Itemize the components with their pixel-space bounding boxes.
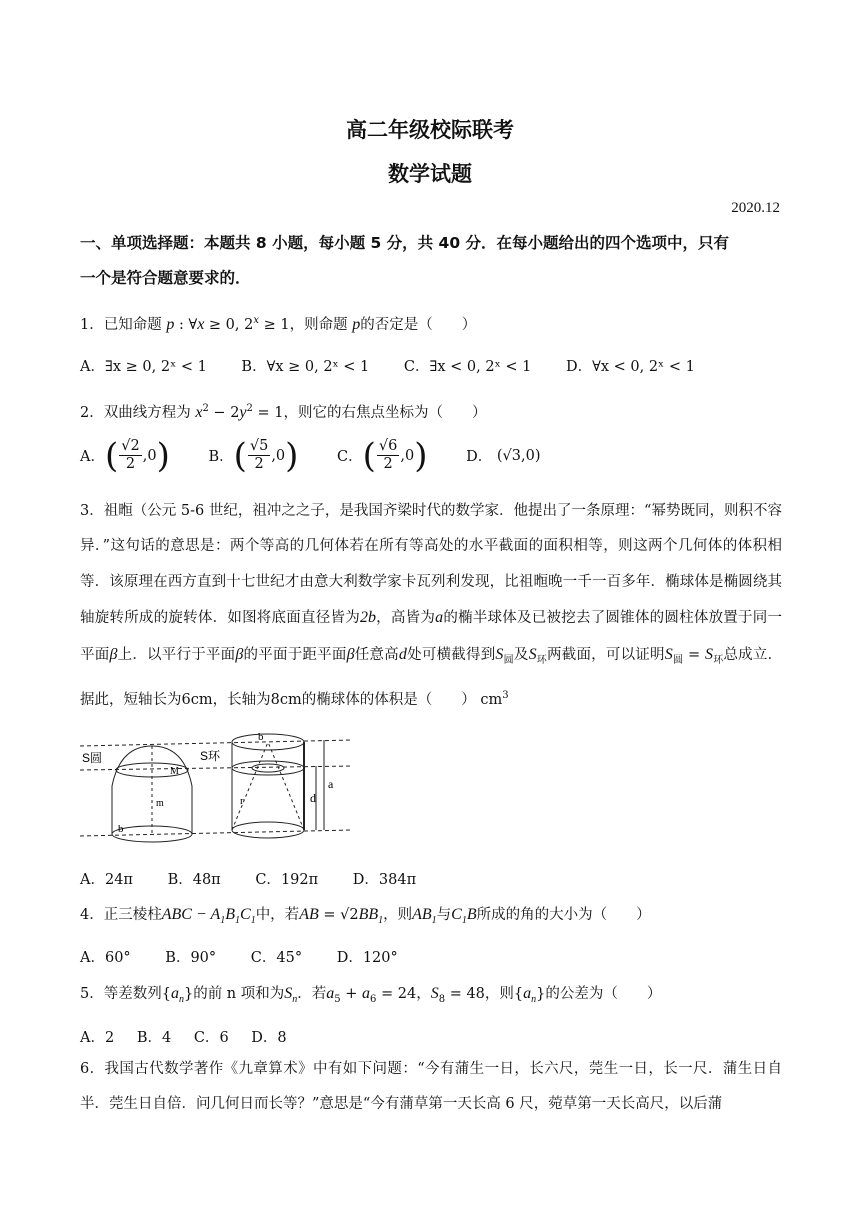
label-d: d (310, 791, 316, 805)
question-1-stem: 1．已知命题 p : ∀x ≥ 0, $2^x \ge 1$，则命题 p的否定是（ ） (80, 315, 477, 333)
label-s-round: S圆 (82, 751, 103, 765)
section-heading-line1: 一、单项选择题：本题共 8 小题，每小题 5 分，共 40 分．在每小题给出的四个选项中，只有 (80, 234, 730, 252)
option-a: A．60° (80, 950, 131, 966)
option-a: A．2 (80, 1030, 115, 1046)
question-2-options (80, 435, 574, 476)
option-d: D．384π (352, 872, 417, 888)
option-b: B．90° (165, 950, 217, 966)
option-c: C．∃x < 0, 2ˣ < 1 (403, 359, 532, 375)
option-c: C．6 (193, 1030, 229, 1046)
label-r: r (240, 795, 244, 807)
label-a: a (328, 777, 334, 791)
section-heading-line2: 一个是符合题意要求的． (80, 269, 251, 287)
question-6-stem: 6．我国古代数学著作《九章算术》中有如下问题：“今有蒲生一日，长六尺，莞生一日，长一尺．蒲生日自半．莞生日自倍．问几何日而长等？”意思是“今有蒲草第一天长高 6 尺，菀草第一天长高尺，以后蒲 (80, 1061, 782, 1113)
question-3-stem: 3．祖暅（公元 5-6 世纪，祖冲之之子，是我国齐梁时代的数学家．他提出了一条原理：“幂势既同，则积不容异．”这句话的意思是：两个等高的几何体若在所有等高处的水平截面的面积相等，则这两个几何体的体积相等．该原理在西方直到十七世纪才由意大利数学家卡瓦列利发现，比祖暅晚一千一百多年．椭球体是椭圆绕其轴旋转所成的旋转体．如图将底面直径皆为2b，高皆为a的椭半球体及已被挖去了圆锥体的圆柱体放置于同一平面β上．以平行于平面β的平面于距平面β任意高d处可横截得到$S_圆$及$S_环$两截面，可以证明$S_圆 = S_环$总成立．据此，短轴长为6cm，长轴为8cm的椭球体的体积是（ ） $cm^3$ (80, 503, 783, 708)
question-4-stem: 4．正三棱柱ABC − $A_1B_1C_1$中，若AB = $√2BB_1$，则$AB_1$与$C_1B$所成的角的大小为（ ） (80, 906, 651, 927)
label-s-ring: S环 (200, 749, 221, 763)
option-d: D．∀x < 0, 2ˣ < 1 (565, 359, 695, 375)
option-b: B． ( $\frac{√5}{2}$ ,0 ) (208, 435, 299, 476)
question-1-options (80, 355, 725, 376)
option-a: A．∃x ≥ 0, 2ˣ < 1 (80, 359, 207, 375)
question-3-options (80, 868, 446, 889)
option-b: B．48π (167, 872, 221, 888)
page-subtitle: 数学试题 (388, 162, 472, 186)
option-d: D． (√3,0) (466, 447, 541, 465)
question-5-options (80, 1026, 305, 1047)
option-d: D．120° (336, 950, 398, 966)
option-c: C．192π (255, 872, 319, 888)
section-heading (80, 226, 780, 296)
option-c: C．45° (250, 950, 303, 966)
option-a: A．24π (80, 872, 133, 888)
question-2-stem: 2．双曲线方程为 $x^2 - 2y^2 = 1$，则它的右焦点坐标为（ ） (80, 403, 487, 421)
option-b: B．4 (136, 1030, 172, 1046)
option-c: C． ( $\frac{√6}{2}$ ,0 ) (337, 435, 428, 476)
label-M: M (170, 766, 179, 777)
exam-date: 2020.12 (731, 200, 780, 216)
question-5-stem: 5．等差数列$\{a_n\}$的前 n 项和为$S_n$．若$a_5 + a_6 = 24$，$S_8 = 48$，则$\{a_n\}$的公差为（ ） (80, 985, 662, 1006)
label-b1: b (118, 823, 124, 835)
q3-figure (80, 726, 360, 846)
question-4-options (80, 946, 428, 967)
option-b: B．∀x ≥ 0, 2ˣ < 1 (241, 359, 370, 375)
option-d: D．8 (251, 1030, 287, 1046)
label-b2: b (258, 731, 264, 743)
label-m: m (156, 798, 164, 809)
page-title: 高二年级校际联考 (346, 118, 514, 142)
option-a: A． ( $\frac{√2}{2}$ ,0 ) (80, 435, 170, 476)
